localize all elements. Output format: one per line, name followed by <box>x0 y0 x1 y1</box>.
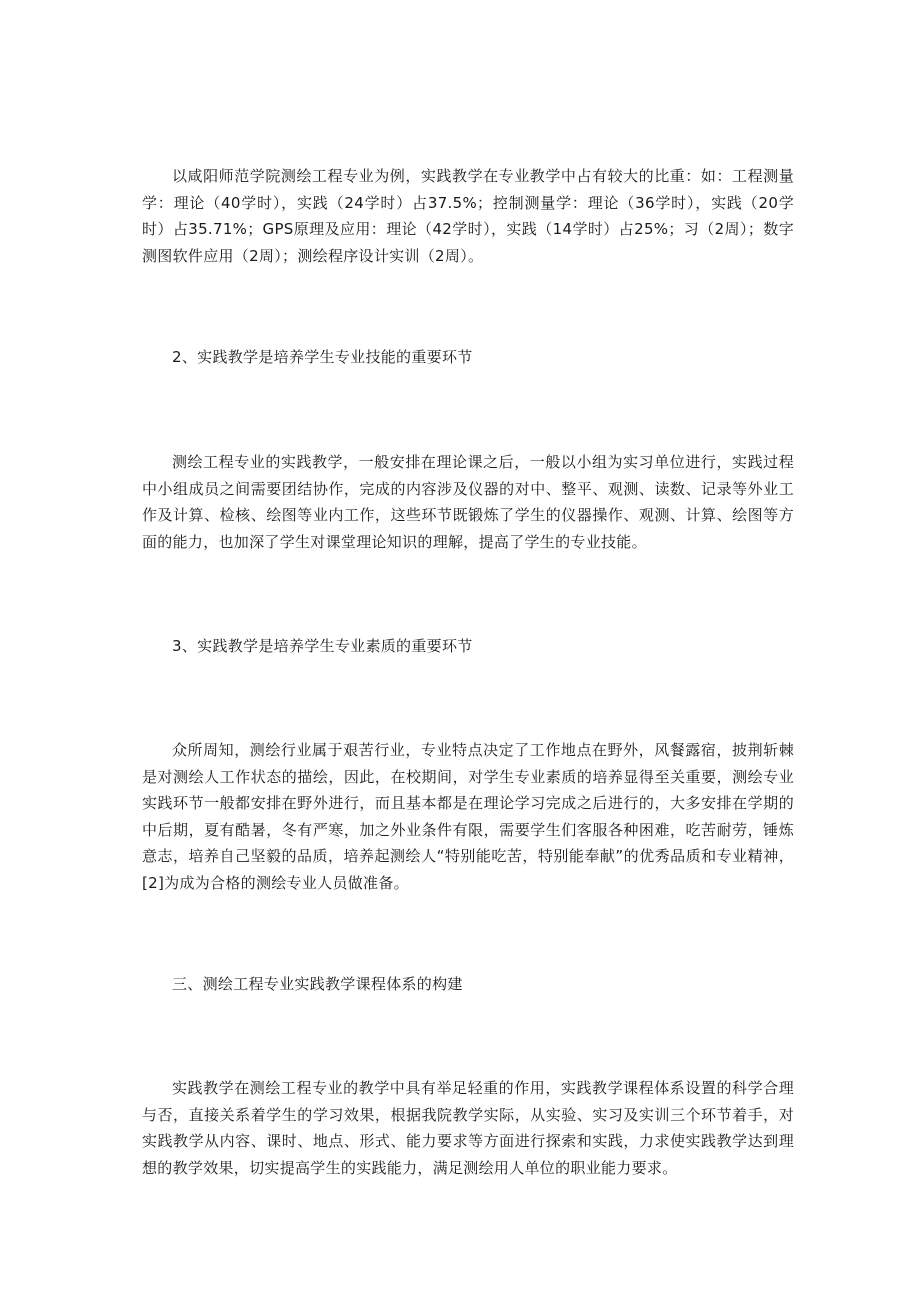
paragraph-professional-skills: 测绘工程专业的实践教学，一般安排在理论课之后，一般以小组为实习单位进行，实践过程中小组成员之间需要团结协作，完成的内容涉及仪器的对中、整平、观测、读数、记录等外业工作及计算、检核、绘图等业内工作，这些环节既锻炼了学生的仪器操作、观测、计算、绘图等方面的能力，也加深了学生对课堂理论知识的理解，提高了学生的专业技能。 <box>142 453 794 551</box>
heading-professional-skills: 2、实践教学是培养学生专业技能的重要环节 <box>172 348 473 366</box>
paragraph-curriculum-system: 实践教学在测绘工程专业的教学中具有举足轻重的作用，实践教学课程体系设置的科学合理与否，直接关系着学生的学习效果，根据我院教学实际，从实验、实习及实训三个环节着手，对实践教学从内容、课时、地点、形式、能力要求等方面进行探索和实践，力求使实践教学达到理想的教学效果，切实提高学生的实践能力，满足测绘用人单位的职业能力要求。 <box>142 1079 794 1177</box>
heading-curriculum-system: 三、测绘工程专业实践教学课程体系的构建 <box>172 975 463 993</box>
paragraph-course-hours: 以咸阳师范学院测绘工程专业为例，实践教学在专业教学中占有较大的比重：如：工程测量学：理论（40学时），实践（24学时）占37.5%；控制测量学：理论（36学时），实践（20学时）占35.71%；GPS原理及应用：理论（42学时），实践（14学时）占25%；习（2周）；数字测图软件应用（2周）；测绘程序设计实训（2周）。 <box>142 167 794 265</box>
heading-professional-quality: 3、实践教学是培养学生专业素质的重要环节 <box>172 637 473 655</box>
paragraph-professional-quality: 众所周知，测绘行业属于艰苦行业，专业特点决定了工作地点在野外，风餐露宿，披荆斩棘是对测绘人工作状态的描绘，因此，在校期间，对学生专业素质的培养显得至关重要，测绘专业实践环节一般都安排在野外进行，而且基本都是在理论学习完成之后进行的，大多安排在学期的中后期，夏有酷暑，冬有严寒，加之外业条件有限，需要学生们客服各种困难，吃苦耐劳，锤炼意志，培养自己坚毅的品质，培养起测绘人“特别能吃苦，特别能奉献”的优秀品质和专业精神，[2]为成为合格的测绘专业人员做准备。 <box>142 741 794 892</box>
